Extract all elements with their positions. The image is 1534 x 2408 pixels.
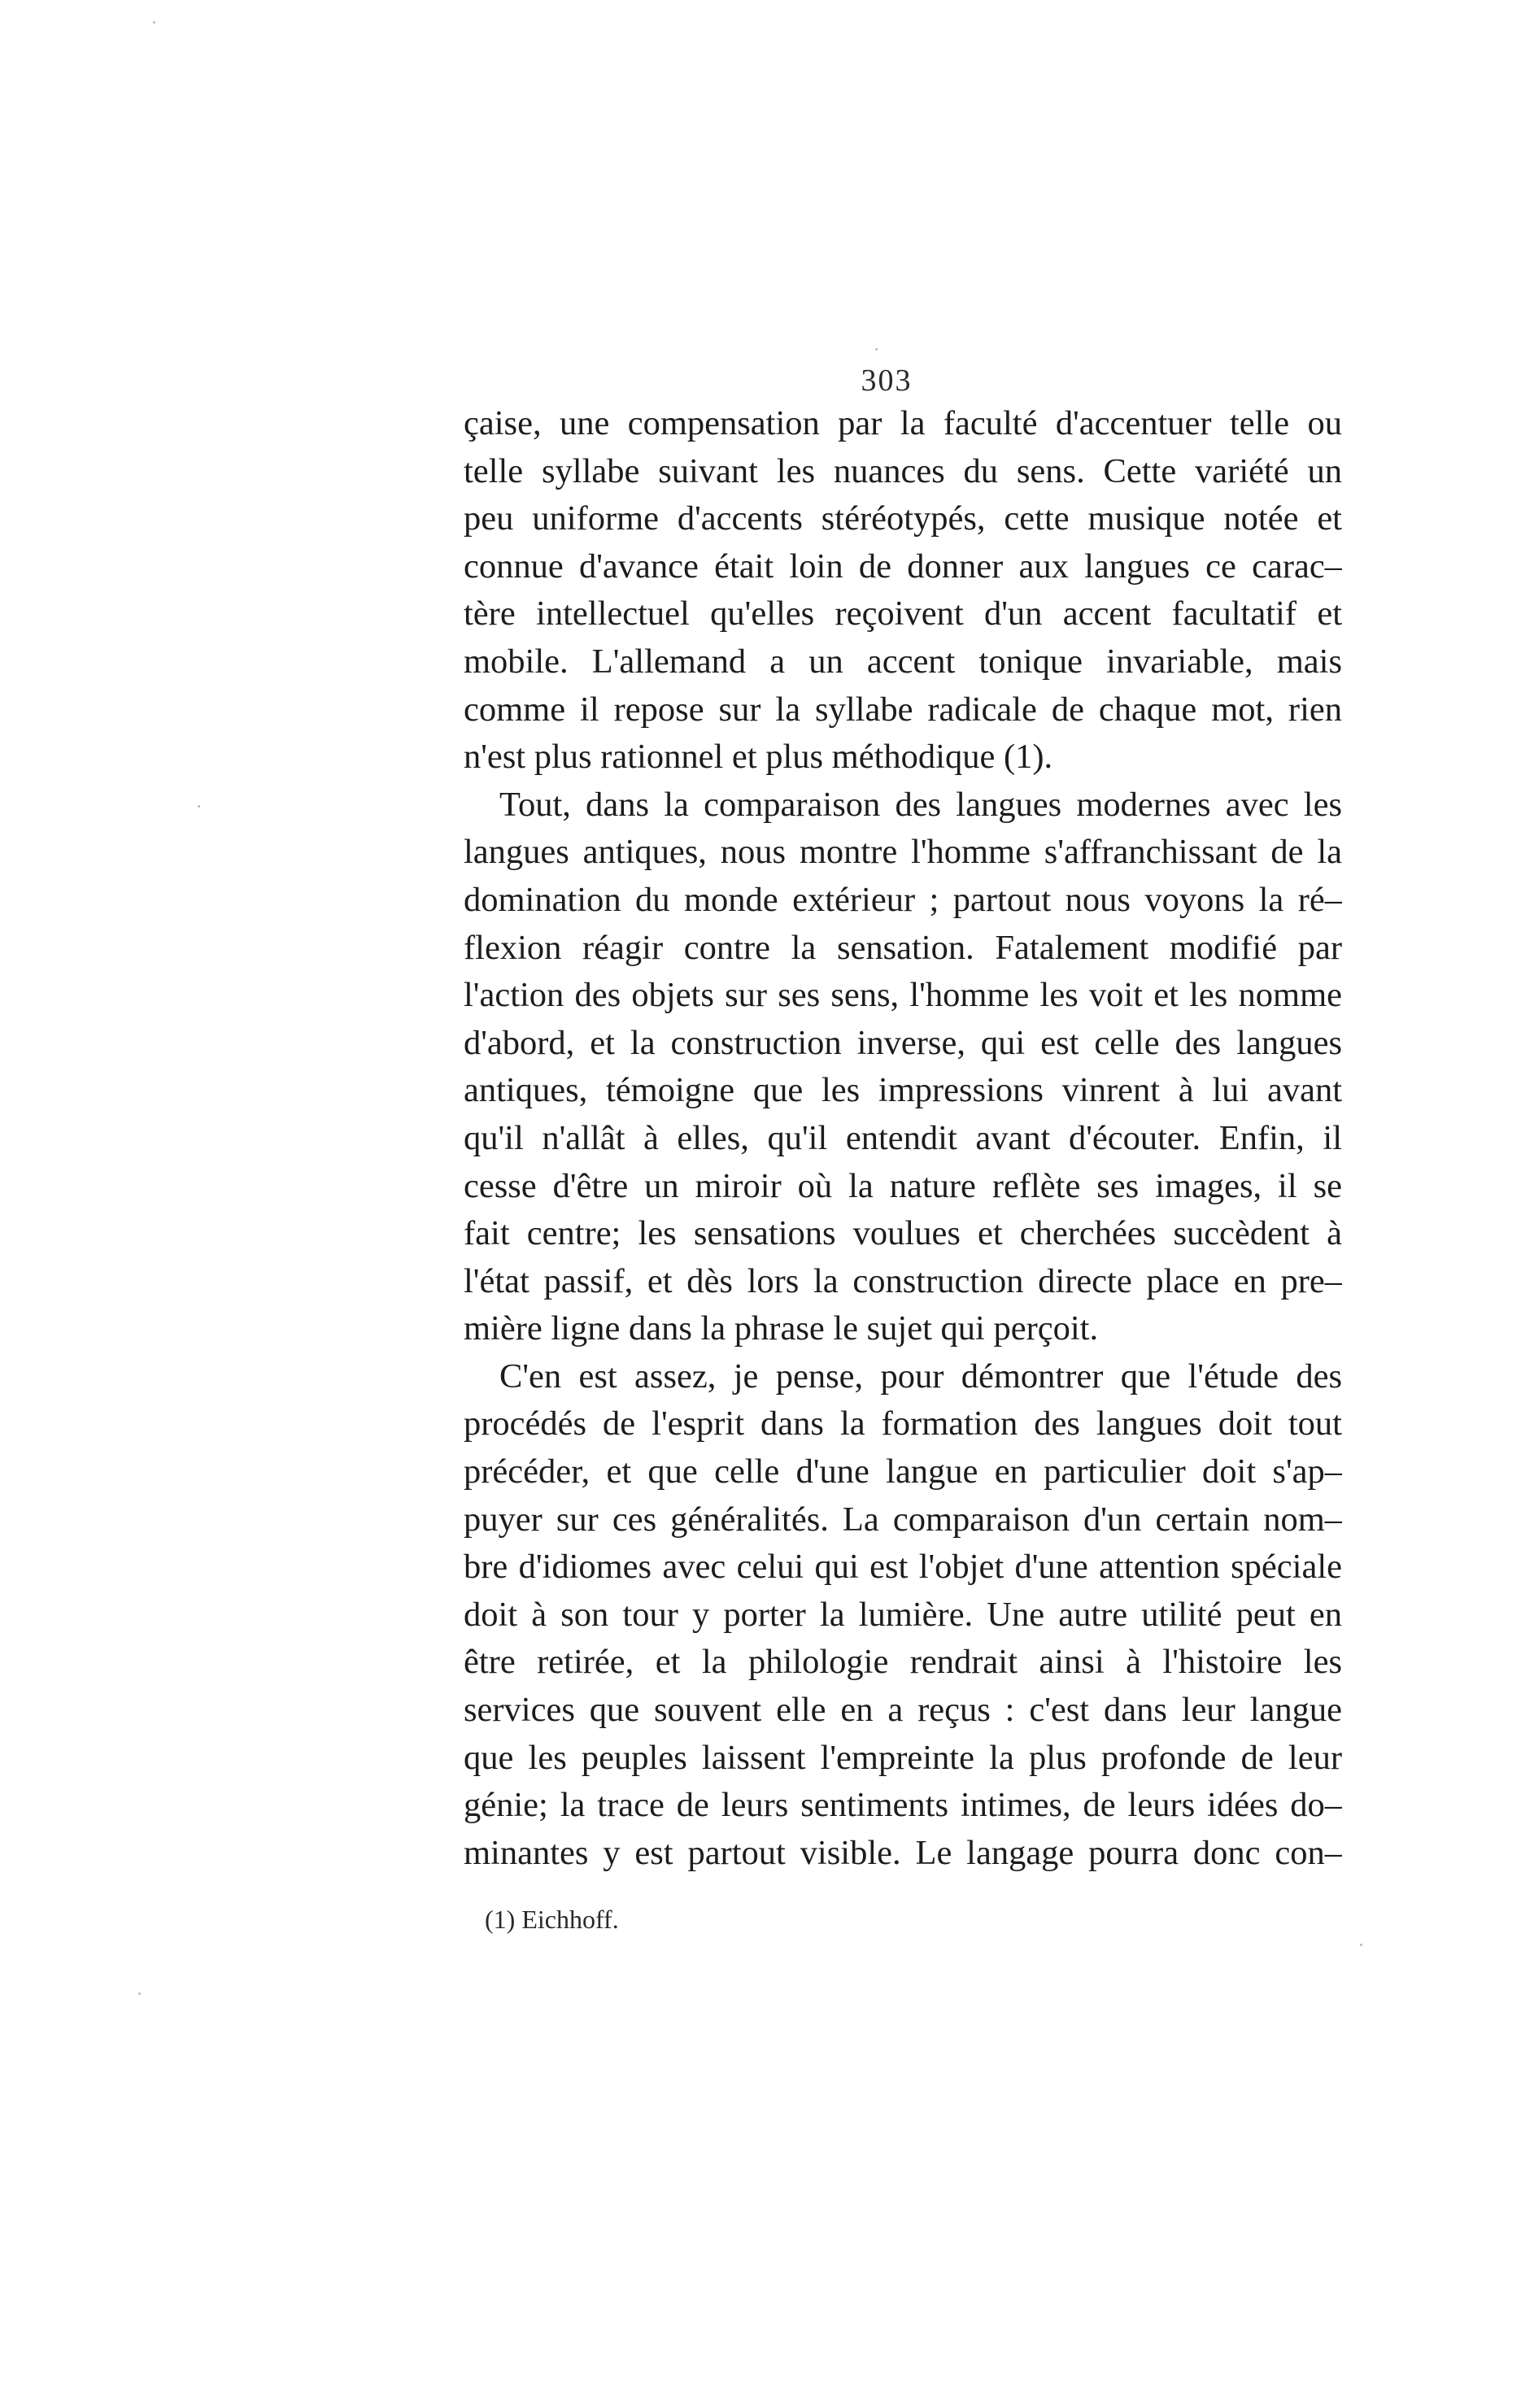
text-line: comme il repose sur la syllabe radicale de chaque mot, rien: [464, 690, 1342, 729]
text-line: qu'il n'allât à elles, qu'il entendit avant d'écouter. Enfin, il: [464, 1118, 1342, 1157]
paragraph-1: [464, 400, 1342, 782]
text-line: d'abord, et la construction inverse, qui est celle des langues: [464, 1023, 1342, 1062]
text-line: antiques, témoigne que les impressions vinrent à lui avant: [464, 1071, 1342, 1110]
text-line: langues antiques, nous montre l'homme s'affranchissant de la: [464, 833, 1342, 872]
text-line: C'en est assez, je pense, pour démontrer que l'étude des: [499, 1356, 1342, 1396]
scan-speck: [1360, 1944, 1362, 1946]
paragraph-2: [464, 782, 1342, 1353]
body-text: [464, 400, 1342, 1877]
text-line: fait centre; les sensations voulues et cherchées succèdent à: [464, 1214, 1342, 1253]
footnote: (1) Eichhoff.: [485, 1905, 619, 1934]
text-line: génie; la trace de leurs sentiments intimes, de leurs idées do–: [464, 1786, 1342, 1825]
text-line: domination du monde extérieur ; partout nous voyons la ré–: [464, 880, 1342, 919]
text-line: l'action des objets sur ses sens, l'homme les voit et les nomme: [464, 976, 1342, 1015]
text-line: bre d'idiomes avec celui qui est l'objet d'une attention spéciale: [464, 1548, 1342, 1587]
text-line: cesse d'être un miroir où la nature reflète ses images, il se: [464, 1166, 1342, 1205]
text-line: Tout, dans la comparaison des langues modernes avec les: [499, 785, 1342, 824]
text-line: puyer sur ces généralités. La comparaison d'un certain nom–: [464, 1500, 1342, 1539]
text-line: être retirée, et la philologie rendrait ainsi à l'histoire les: [464, 1643, 1342, 1682]
scan-speck: [153, 21, 155, 24]
scan-speck: [198, 805, 200, 808]
text-line: doit à son tour y porter la lumière. Une autre utilité peut en: [464, 1595, 1342, 1634]
scan-speck: [875, 348, 878, 351]
text-line: n'est plus rationnel et plus méthodique (1).: [464, 738, 1053, 777]
text-line: peu uniforme d'accents stéréotypés, cette musique notée et: [464, 499, 1342, 538]
text-line: services que souvent elle en a reçus : c'est dans leur langue: [464, 1691, 1342, 1730]
text-line: minantes y est partout visible. Le langage pourra donc con–: [464, 1833, 1342, 1872]
text-line: précéder, et que celle d'une langue en particulier doit s'ap–: [464, 1452, 1342, 1491]
text-line: l'état passif, et dès lors la construction directe place en pre–: [464, 1261, 1342, 1300]
text-line: mobile. L'allemand a un accent tonique invariable, mais: [464, 642, 1342, 681]
text-line: telle syllabe suivant les nuances du sens. Cette variété un: [464, 451, 1342, 490]
text-line: flexion réagir contre la sensation. Fatalement modifié par: [464, 928, 1342, 967]
text-line: çaise, une compensation par la faculté d'accentuer telle ou: [464, 404, 1342, 442]
text-line: procédés de l'esprit dans la formation des langues doit tout: [464, 1404, 1342, 1443]
scan-speck: [138, 1992, 141, 1995]
text-line: mière ligne dans la phrase le sujet qui perçoit.: [464, 1309, 1099, 1348]
text-line: tère intellectuel qu'elles reçoivent d'un accent facultatif et: [464, 594, 1342, 634]
text-line: connue d'avance était loin de donner aux langues ce carac–: [464, 546, 1342, 586]
text-line: que les peuples laissent l'empreinte la plus profonde de leur: [464, 1738, 1342, 1777]
paragraph-3: [464, 1353, 1342, 1878]
page-number: 303: [861, 364, 913, 398]
